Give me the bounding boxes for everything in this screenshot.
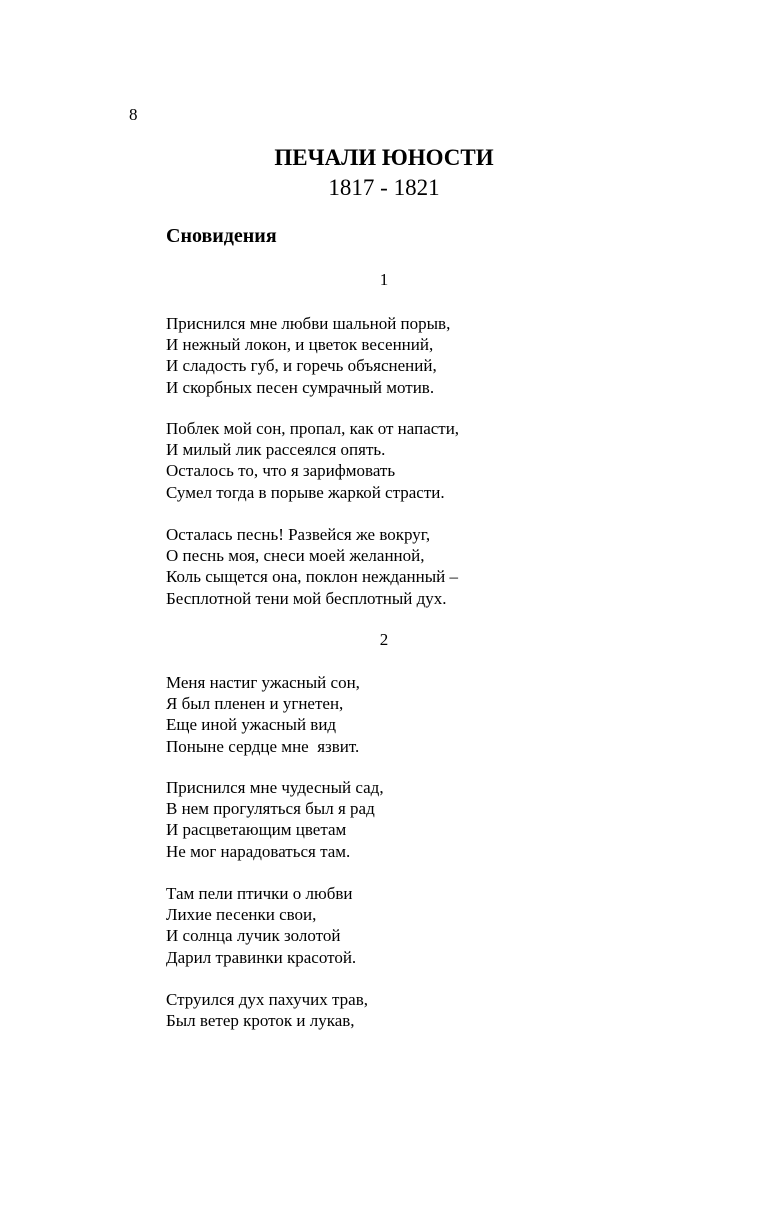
verse-line: Осталась песнь! Развейся же вокруг, [166, 525, 431, 544]
verse-line: Там пели птички о любви [166, 884, 353, 903]
verse-line: Струился дух пахучих трав, [166, 990, 368, 1009]
stanza [166, 777, 384, 862]
verse-line: Поныне сердце мне язвит. [166, 736, 360, 756]
verse-line: Осталось то, что я зарифмовать [166, 461, 396, 481]
verse-line: В нем прогуляться был я рад [166, 799, 375, 819]
verse-line: Был ветер кроток и лукав, [166, 1011, 355, 1031]
section-title: Сновидения [166, 225, 277, 247]
verse-line: И сладость губ, и горечь объяснений, [166, 356, 437, 376]
stanza [166, 418, 459, 503]
page-title: ПЕЧАЛИ ЮНОСТИ [274, 145, 494, 170]
part-number: 1 [379, 270, 389, 289]
verse-line: Бесплотной тени мой бесплотный дух. [166, 588, 447, 608]
verse-line: Еще иной ужасный вид [166, 715, 337, 735]
verse-line: Сумел тогда в порыве жаркой страсти. [166, 482, 445, 502]
stanza [166, 672, 360, 757]
verse-line: Не мог нарадоваться там. [166, 841, 351, 861]
verse-line: Я был пленен и угнетен, [166, 694, 344, 714]
verse-line: Лихие песенки свои, [166, 905, 317, 925]
verse-line: И скорбных песен сумрачный мотив. [166, 377, 435, 397]
verse-line: И расцветающим цветам [166, 820, 347, 840]
verse-line: Коль сыщется она, поклон нежданный – [166, 567, 458, 587]
stanza [166, 989, 368, 1031]
verse-line: Меня настиг ужасный сон, [166, 673, 360, 692]
stanza [166, 883, 356, 968]
verse-line: И нежный локон, и цветок весенний, [166, 335, 434, 355]
verse-line: И милый лик рассеялся опять. [166, 440, 386, 460]
years-subtitle: 1817 - 1821 [328, 175, 440, 200]
part-number: 2 [379, 630, 389, 649]
verse-line: Дарил травинки красотой. [166, 947, 357, 967]
stanza [166, 313, 450, 398]
verse-line: Поблек мой сон, пропал, как от напасти, [166, 419, 460, 438]
verse-line: О песнь моя, снеси моей желанной, [166, 546, 425, 566]
verse-line: И солнца лучик золотой [166, 926, 341, 946]
verse-line: Приснился мне чудесный сад, [166, 778, 384, 797]
page-number: 8 [129, 105, 138, 124]
stanza [166, 524, 458, 609]
verse-line: Приснился мне любви шальной порыв, [166, 314, 451, 333]
